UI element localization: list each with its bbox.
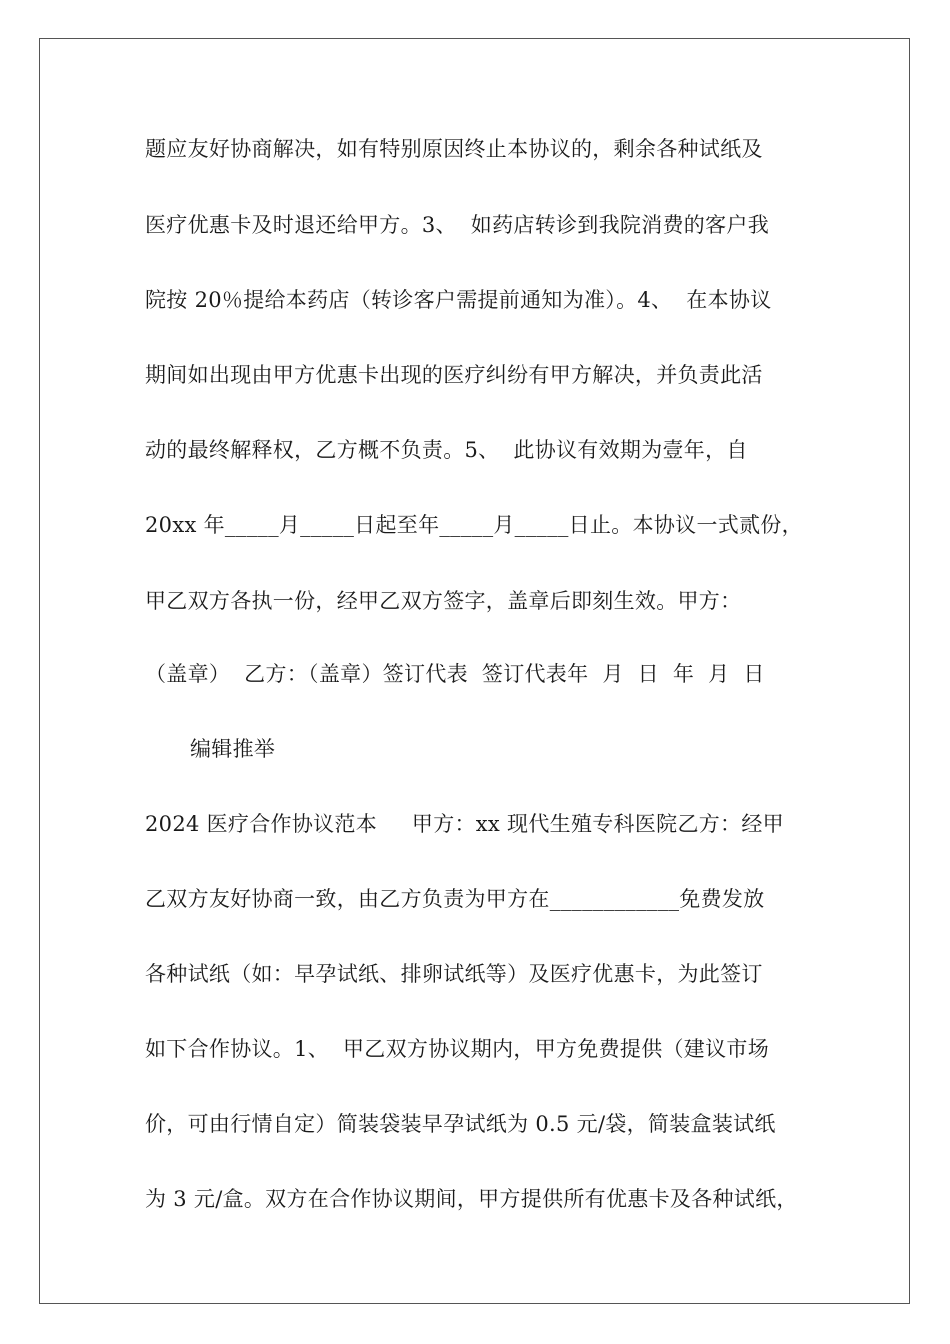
text-line: 2024 医疗合作协议范本 甲方：xx 现代生殖专科医院乙方：经甲 [145, 812, 784, 836]
section-heading: 编辑推举 [190, 737, 276, 761]
text-line: 乙双方友好协商一致，由乙方负责为甲方在____________免费发放 [145, 887, 765, 911]
signature-line: （盖章） 乙方：（盖章）签订代表 签订代表年 月 日 年 月 日 [145, 662, 765, 686]
text-line: 期间如出现由甲方优惠卡出现的医疗纠纷有甲方解决，并负责此活 [145, 363, 763, 387]
text-line: 院按 20％提给本药店（转诊客户需提前通知为准）。4、 在本协议 [145, 288, 772, 312]
text-line: 题应友好协商解决，如有特别原因终止本协议的，剩余各种试纸及 [145, 137, 763, 161]
text-line: 医疗优惠卡及时退还给甲方。3、 如药店转诊到我院消费的客户我 [145, 213, 770, 237]
text-line: 甲乙双方各执一份，经甲乙双方签字，盖章后即刻生效。甲方： [145, 589, 742, 613]
text-line: 为 3 元/盒。双方在合作协议期间，甲方提供所有优惠卡及各种试纸， [145, 1187, 798, 1211]
text-line: 如下合作协议。1、 甲乙双方协议期内，甲方免费提供（建议市场 [145, 1037, 770, 1061]
text-line: 价，可由行情自定）简装袋装早孕试纸为 0.5 元/袋，简装盒装试纸 [145, 1112, 776, 1136]
text-line: 动的最终解释权，乙方概不负责。5、 此协议有效期为壹年，自 [145, 438, 748, 462]
text-line: 各种试纸（如：早孕试纸、排卵试纸等）及医疗优惠卡，为此签订 [145, 962, 763, 986]
text-line: 20xx 年_____月_____日起至年_____月_____日止。本协议一式贰份， [145, 513, 803, 537]
